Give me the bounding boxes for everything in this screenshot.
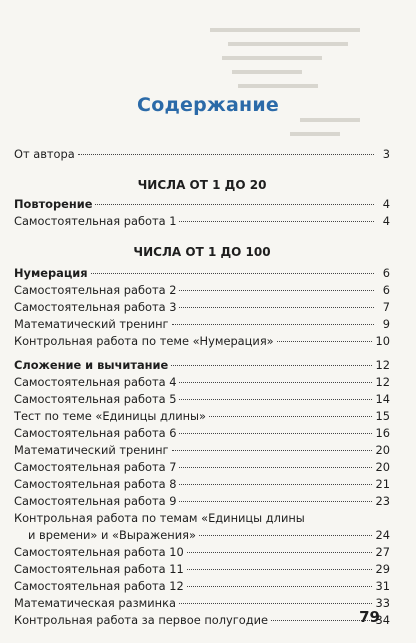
entry-label: Самостоятельная работа 4 (14, 375, 177, 389)
toc-entry-sr12[interactable] (14, 578, 390, 595)
entry-page: 9 (382, 317, 390, 331)
dot-leader (187, 585, 372, 587)
entry-label: Математический тренинг (14, 317, 169, 331)
dot-leader (187, 568, 372, 570)
entry-page: 6 (382, 266, 390, 280)
toc-entry-kr1[interactable] (14, 333, 390, 350)
dot-leader (179, 500, 371, 502)
entry-page: 27 (375, 545, 390, 559)
dot-leader (179, 306, 374, 308)
entry-label: Самостоятельная работа 1 (14, 214, 177, 228)
dot-leader (199, 534, 372, 536)
toc-entry-mr[interactable] (14, 595, 390, 612)
dot-leader (171, 364, 371, 366)
entry-page: 14 (375, 392, 390, 406)
section-heading: ЧИСЛА ОТ 1 ДО 100 (133, 245, 271, 259)
entry-page: 24 (375, 528, 390, 542)
entry-page: 31 (375, 579, 390, 593)
toc-entry-sr5[interactable] (14, 391, 390, 408)
entry-page: 21 (375, 477, 390, 491)
dot-leader (179, 483, 371, 485)
dot-leader (209, 415, 371, 417)
toc-entry-sr3[interactable] (14, 299, 390, 316)
entry-label: Самостоятельная работа 10 (14, 545, 184, 559)
toc-entry-sr4[interactable] (14, 374, 390, 391)
entry-page: 34 (375, 613, 390, 627)
entry-page: 12 (375, 358, 390, 372)
toc-entry-author[interactable] (14, 146, 390, 163)
entry-label: Математический тренинг (14, 443, 169, 457)
toc-entry-test1[interactable] (14, 408, 390, 425)
entry-page: 20 (375, 460, 390, 474)
dot-leader (179, 602, 372, 604)
toc-entry-sr7[interactable] (14, 459, 390, 476)
dot-leader (78, 153, 374, 155)
toc-entry-povtorenie[interactable] (14, 196, 390, 213)
entry-label: Самостоятельная работа 7 (14, 460, 177, 474)
toc-entry-sr6[interactable] (14, 425, 390, 442)
dot-leader (179, 289, 374, 291)
page-number: 79 (359, 608, 380, 626)
entry-label: Нумерация (14, 266, 88, 280)
entry-label: Самостоятельная работа 5 (14, 392, 177, 406)
toc-entry-kr2-line1[interactable]: Контрольная работа по темам «Единицы длины (14, 511, 305, 525)
entry-label: Тест по теме «Единицы длины» (14, 409, 207, 423)
entry-page: 33 (375, 596, 390, 610)
entry-label: Контрольная работа за первое полугодие (14, 613, 269, 627)
dot-leader (179, 432, 371, 434)
entry-label: Повторение (14, 197, 93, 211)
dot-leader (277, 340, 372, 342)
toc-entry-sr8[interactable] (14, 476, 390, 493)
entry-page: 20 (375, 443, 390, 457)
dot-leader (95, 203, 374, 205)
section-heading: ЧИСЛА ОТ 1 ДО 20 (137, 178, 267, 192)
toc-title: Содержание (137, 94, 279, 116)
entry-page: 7 (382, 300, 390, 314)
entry-page: 6 (382, 283, 390, 297)
dot-leader (172, 449, 372, 451)
entry-label: Самостоятельная работа 12 (14, 579, 184, 593)
toc-entry-kr3[interactable] (14, 612, 390, 629)
entry-label: Самостоятельная работа 2 (14, 283, 177, 297)
toc-entry-sr10[interactable] (14, 544, 390, 561)
dot-leader (187, 551, 372, 553)
entry-page: 12 (375, 375, 390, 389)
dot-leader (271, 619, 371, 621)
dot-leader (179, 220, 374, 222)
entry-page: 29 (375, 562, 390, 576)
entry-page: 4 (382, 197, 390, 211)
bleed-through-text (0, 0, 416, 150)
entry-label: Контрольная работа по теме «Нумерация» (14, 334, 274, 348)
entry-label: Сложение и вычитание (14, 358, 169, 372)
dot-leader (91, 272, 374, 274)
entry-label: Самостоятельная работа 9 (14, 494, 177, 508)
dot-leader (179, 381, 371, 383)
toc-entry-sr9[interactable] (14, 493, 390, 510)
entry-page: 3 (382, 147, 390, 161)
toc-entry-numeraciya[interactable] (14, 265, 390, 282)
entry-label: От автора (14, 147, 75, 161)
entry-label: и времени» и «Выражения» (28, 528, 196, 542)
entry-page: 4 (382, 214, 390, 228)
dot-leader (179, 466, 371, 468)
toc-entry-sr11[interactable] (14, 561, 390, 578)
toc-entry-mt1[interactable] (14, 316, 390, 333)
entry-label: Самостоятельная работа 8 (14, 477, 177, 491)
entry-label: Математическая разминка (14, 596, 176, 610)
toc-entry-mt2[interactable] (14, 442, 390, 459)
toc-entry-slozhenie[interactable] (14, 357, 390, 374)
entry-page: 15 (375, 409, 390, 423)
entry-label: Самостоятельная работа 6 (14, 426, 177, 440)
entry-page: 16 (375, 426, 390, 440)
entry-page: 10 (375, 334, 390, 348)
toc-entry-kr2[interactable] (14, 527, 390, 544)
entry-page: 23 (375, 494, 390, 508)
dot-leader (172, 323, 374, 325)
toc-entry-sr1[interactable] (14, 213, 390, 230)
entry-label: Самостоятельная работа 11 (14, 562, 184, 576)
entry-label: Самостоятельная работа 3 (14, 300, 177, 314)
dot-leader (179, 398, 371, 400)
toc-entry-sr2[interactable] (14, 282, 390, 299)
